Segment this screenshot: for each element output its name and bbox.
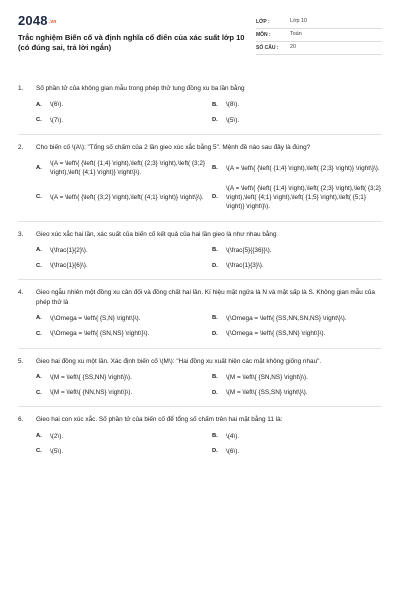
question-text: Gieo xúc xắc hai lần, xác suất của biến cố kết quả của hai lần gieo là như nhau bằng [36,230,277,238]
option-letter: A. [36,315,42,322]
question-text: Gieo hai con xúc xắc. Số phần tử của biến cố để tổng số chấm trên hai mặt bằng 11 là: [36,416,283,424]
option-letter: C. [36,194,42,201]
option-d[interactable] [212,261,382,270]
option-letter: A. [36,165,42,172]
meta-value: 20 [290,44,296,51]
option-text: \(2\). [50,432,64,440]
option-letter: D. [212,194,218,201]
option-letter: B. [212,247,218,254]
option-text: \(M = \left\{ {SS,NN} \right\}\). [50,373,132,381]
meta-row-count [256,42,382,55]
question-list [18,84,382,465]
option-grid [18,432,382,457]
option-c[interactable] [36,388,206,397]
option-c[interactable] [36,261,206,270]
meta-table [256,16,382,55]
option-text: \(\frac{1}{3}\). [226,262,264,270]
option-a[interactable] [36,314,206,323]
option-letter: B. [212,374,218,381]
option-text: \(5\). [50,447,64,455]
meta-key: SỐ CÂU : [256,44,279,51]
page-title: Trắc nghiệm Biến cố và định nghĩa cổ điển của xác suất lớp 10 (có đúng sai, trả lời ngắn) [18,33,245,53]
option-letter: C. [36,262,42,269]
question-2 [18,143,382,222]
option-a[interactable] [36,432,206,441]
meta-value: Lớp 10 [290,18,308,25]
option-text: \(7\). [50,116,64,124]
option-letter: B. [212,433,218,440]
option-b[interactable] [212,432,382,441]
option-c[interactable] [36,116,206,125]
question-5 [18,357,382,408]
option-b[interactable] [212,314,382,323]
option-text: \(8\). [226,101,240,109]
option-c[interactable] [36,447,206,456]
option-text: \(M = \left\{ {NN,NS} \right\}\). [50,389,133,397]
option-a[interactable] [36,159,206,178]
option-a[interactable] [36,246,206,255]
question-3 [18,230,382,281]
question-text: Gieo ngẫu nhiên một đồng xu cân đối và đồng chất hai lần. Kí hiệu mặt ngửa là N và mặt sấp là S. Không gian mẫu của phép thử là [36,289,375,306]
option-letter: D. [212,262,218,269]
option-c[interactable] [36,329,206,338]
option-text: \(A = \left\{ {\left( {1;4} \right),\left( {2;3} \right)} \right\}\). [226,164,380,172]
option-a[interactable] [36,100,206,109]
option-d[interactable] [212,388,382,397]
option-b[interactable] [212,159,382,178]
question-number: 6. [18,416,24,424]
option-b[interactable] [212,373,382,382]
question-stem [18,415,382,424]
option-b[interactable] [212,246,382,255]
meta-row-class [256,16,382,29]
question-text: Số phần tử của không gian mẫu trong phép thử tung đồng xu ba lần bằng [36,85,245,92]
option-letter: B. [212,101,218,108]
question-number: 4. [18,289,24,297]
site-logo[interactable] [18,14,254,27]
option-letter: A. [36,101,42,108]
meta-key: LỚP : [256,18,270,25]
question-number: 1. [18,85,24,92]
option-text: \(6\). [50,101,64,109]
option-d[interactable] [212,184,382,212]
option-grid [18,373,382,398]
option-b[interactable] [212,100,382,109]
option-a[interactable] [36,373,206,382]
question-stem [18,288,382,307]
question-text: Cho biến cố \(A\): "Tổng số chấm của 2 lần gieo xúc xắc bằng 5". Mệnh đề nào sau đây là đúng? [36,143,311,151]
question-stem [18,230,382,239]
question-1 [18,84,382,135]
question-number: 3. [18,230,24,238]
option-text: \(A = \left\{ {\left( {1;4} \right),\left( {2;3} \right),\left( {3;2} \right),\left( {4;1} \right),\left( {1;5} \right),\left( {5;1} \right)} \right\}\). [226,184,382,211]
option-grid [18,246,382,271]
option-letter: D. [212,330,218,337]
question-number: 5. [18,357,24,365]
logo-sub: .vn [48,19,57,25]
question-number: 2. [18,143,24,151]
option-letter: C. [36,330,42,337]
option-text: \(\frac{5}{{36}}\). [226,246,272,254]
question-stem [18,84,382,93]
option-text: \(5\). [226,116,240,124]
option-letter: A. [36,374,42,381]
question-stem [18,357,382,366]
option-text: \(A = \left\{ {\left( {1;4} \right),\left( {2;3} \right),\left( {3;2} \right),\left( {4;1} \right)} \right\}\). [50,160,206,177]
option-letter: C. [36,117,42,123]
question-4 [18,288,382,348]
option-text: \(\Omega = \left\{ {S,N} \right\}\). [50,314,141,322]
question-6 [18,415,382,465]
option-text: \(\frac{1}{6}\). [50,262,88,270]
option-letter: A. [36,247,42,254]
option-text: \(A = \left\{ {\left( {3;2} \right),\left( {4;1} \right)} \right\}\). [50,193,204,201]
option-text: \(\frac{1}{2}\). [50,246,88,254]
page-header [18,14,382,72]
option-letter: B. [212,165,218,172]
option-text: \(\Omega = \left\{ {SN,NS} \right\}\). [50,330,150,338]
meta-value: Toán [290,31,302,38]
option-text: \(6\). [226,447,240,455]
option-letter: A. [36,433,42,440]
option-letter: D. [212,389,218,396]
option-text: \(\Omega = \left\{ {SS,NN,SN,NS} \right\}\). [226,314,347,322]
option-d[interactable] [212,116,382,125]
option-letter: C. [36,389,42,396]
option-text: \(M = \left\{ {SN,NS} \right\}\). [226,373,308,381]
question-text: Gieo hai đồng xu một lần. Xác định biến cố \(M\): "Hai đồng xu xuất hiện các mặt không giống nhau". [36,357,322,365]
option-c[interactable] [36,184,206,212]
brand-block [18,14,254,54]
option-text: \(M = \left\{ {SS,SN} \right\}\). [226,389,308,397]
option-d[interactable] [212,447,382,456]
option-letter: B. [212,315,218,322]
option-letter: C. [36,448,42,455]
option-letter: D. [212,448,218,455]
question-stem [18,143,382,152]
option-text: \(4\). [226,432,240,440]
option-grid [18,100,382,125]
meta-key: MÔN : [256,31,271,38]
option-letter: D. [212,117,218,123]
option-grid [18,159,382,211]
logo-main: 2048 [18,13,48,28]
meta-row-subject [256,29,382,42]
option-text: \(\Omega = \left\{ {SS,NN} \right\}\). [226,330,326,338]
option-d[interactable] [212,329,382,338]
option-grid [18,314,382,339]
